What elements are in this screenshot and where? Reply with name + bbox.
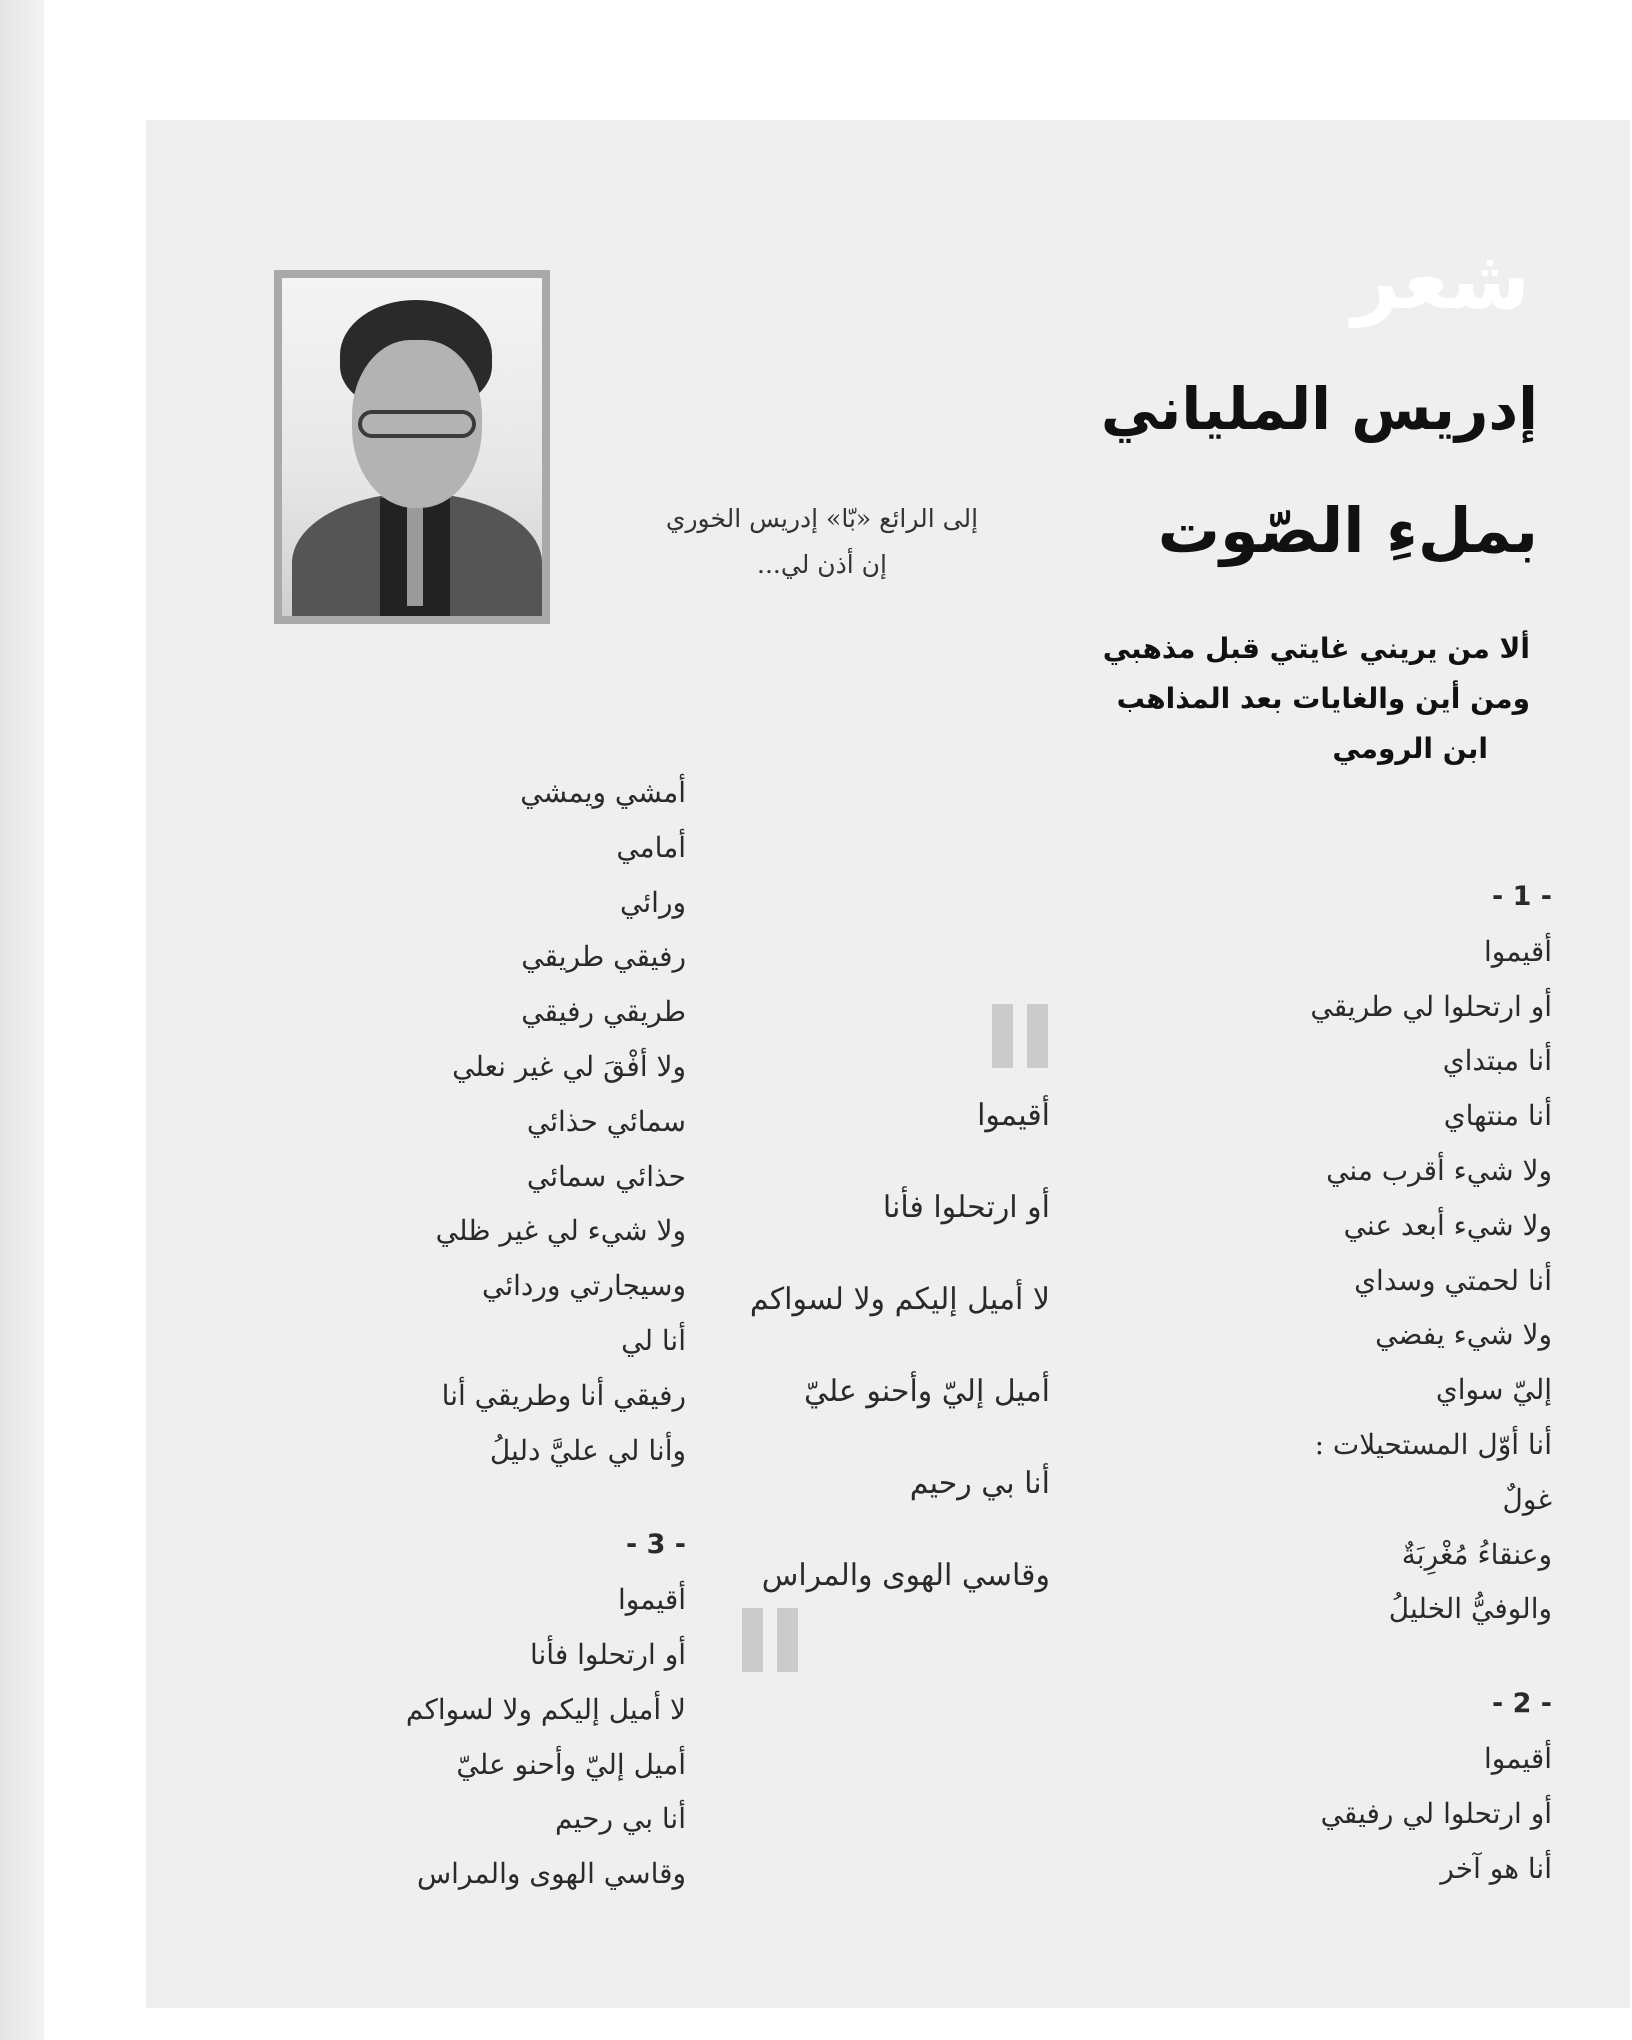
dedication xyxy=(600,496,1044,588)
poem-line: طريقي رفيقي xyxy=(521,995,686,1029)
pull-quote xyxy=(749,1070,1050,1622)
poem-line: أميل إليّ وأحنو عليّ xyxy=(456,1747,686,1781)
poem-column-left xyxy=(406,766,686,1902)
section-number: - 2 - xyxy=(1491,1688,1552,1720)
poem-line: غولٌ xyxy=(1502,1482,1552,1516)
poem-line: ولا شيء أقرب مني xyxy=(1326,1153,1552,1187)
section-number: - 1 - xyxy=(1491,881,1552,912)
pull-quote-line: وقاسي الهوى والمراس xyxy=(761,1558,1050,1593)
poem-line: أمشي ويمشي xyxy=(520,776,686,809)
section-label: شعر xyxy=(1352,233,1530,328)
poem-line: أو ارتحلوا فأنا xyxy=(529,1637,686,1671)
poem-line: ولا شيء يفضي xyxy=(1375,1318,1552,1352)
dedication-line: إلى الرائع «بّا» إدريس الخوري xyxy=(665,504,979,533)
poem-line: والوفيُّ الخليلُ xyxy=(1388,1592,1552,1626)
poem-line: لا أميل إليكم ولا لسواكم xyxy=(405,1692,686,1726)
pull-quote-line: أنا بي رحيم xyxy=(909,1466,1050,1501)
poem-line: أو ارتحلوا لي رفيقي xyxy=(1320,1796,1552,1830)
poem-line: أنا أوّل المستحيلات : xyxy=(1314,1427,1552,1461)
pull-quote-line: أميل إليّ وأحنو عليّ xyxy=(803,1374,1050,1409)
section-number: - 3 - xyxy=(625,1529,686,1561)
poem-line: حذائي سمائي xyxy=(526,1159,686,1193)
poem-line: أنا مبتداي xyxy=(1442,1044,1552,1078)
poet-name: إدريس الملياني xyxy=(1100,375,1538,443)
poem-line: أقيموا xyxy=(1483,934,1552,968)
poem-line: أنا بي رحيم xyxy=(555,1802,686,1836)
poem-line: أو ارتحلوا لي طريقي xyxy=(1310,989,1552,1023)
poem-line: وأنا لي عليَّ دليلُ xyxy=(489,1433,686,1467)
poem-line: أمامي xyxy=(616,830,686,864)
poet-photo xyxy=(274,270,550,624)
poem-line: وسيجارتي وردائي xyxy=(481,1269,686,1303)
poem-line: أنا هو آخر xyxy=(1440,1851,1552,1885)
poem-line: ورائي xyxy=(620,885,686,919)
epigraph xyxy=(1070,624,1530,774)
page-gutter-shadow xyxy=(0,0,44,2040)
dedication-line: إن أذن لي... xyxy=(757,550,887,579)
poem-line: أنا لحمتي وسداي xyxy=(1354,1263,1552,1297)
quote-mark-icon xyxy=(742,1608,798,1672)
poem-line: رفيقي طريقي xyxy=(521,940,686,974)
poem-line: وعنقاءُ مُغْرِبَةٌ xyxy=(1401,1537,1552,1571)
epigraph-line: ألا من يريني غايتي قبل مذهبي xyxy=(1102,632,1530,665)
pull-quote-line: أقيموا xyxy=(977,1098,1050,1133)
poem-line: أنا منتهاي xyxy=(1443,1099,1552,1133)
poem-line: أقيموا xyxy=(1483,1741,1552,1775)
epigraph-line: ومن أين والغايات بعد المذاهب xyxy=(1116,682,1530,715)
pull-quote-line: لا أميل إليكم ولا لسواكم xyxy=(749,1282,1050,1317)
poem-line: ولا أفْقَ لي غير نعلي xyxy=(452,1049,686,1083)
poem-line: وقاسي الهوى والمراس xyxy=(416,1857,686,1891)
poem-line: إليّ سواي xyxy=(1435,1373,1552,1407)
portrait-image xyxy=(282,278,542,616)
poem-line: سمائي حذائي xyxy=(526,1104,686,1138)
poem-column-right xyxy=(1310,870,1552,1896)
poem-title: بملءِ الصّوت xyxy=(1157,494,1538,567)
poem-line: أقيموا xyxy=(617,1583,686,1617)
poem-line: رفيقي أنا وطريقي أنا xyxy=(441,1378,686,1412)
quote-mark-icon xyxy=(992,1004,1048,1068)
pull-quote-line: أو ارتحلوا فأنا xyxy=(882,1190,1050,1225)
poem-line: أنا لي xyxy=(621,1323,686,1357)
epigraph-author: ابن الرومي xyxy=(1332,732,1488,765)
poem-line: ولا شيء لي غير ظلي xyxy=(435,1214,686,1248)
poem-line: ولا شيء أبعد عني xyxy=(1343,1208,1552,1242)
